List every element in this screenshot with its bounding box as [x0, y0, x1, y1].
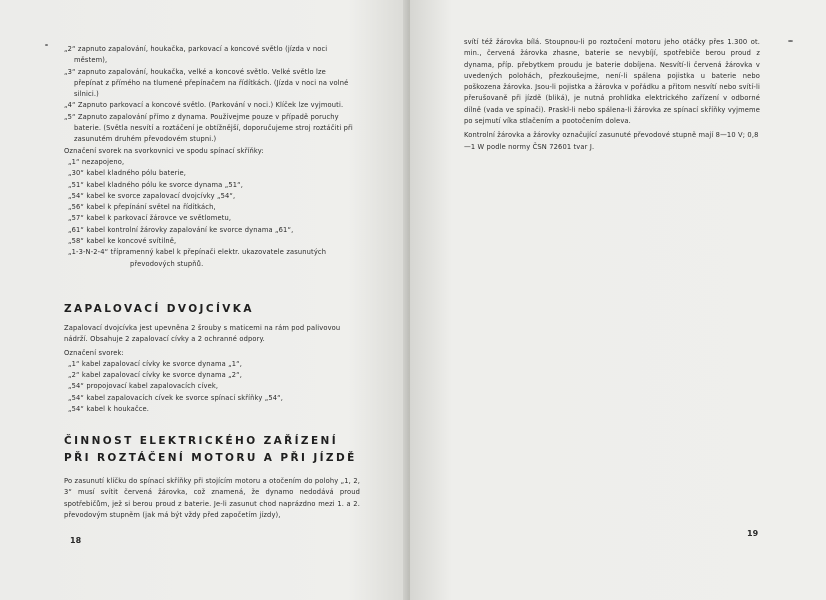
diagnostic-paragraph: svítí též žárovka bílá. Stoupnou-li po roztočení motoru jeho otáčky přes 1.300 ot. min., červená žárovka zhasne, baterie se nevybíjí, spotřebiče berou proud z dynama, příp. přebytkem proudu je baterie dobíjena. Nesvítí-li červená žárovka v uvedených polohách, přezkoušejme, není-li spálena pojistka u baterie nebo poškozena žárovka. Jsou-li pojistka a žárovka v pořádku a přitom nesvítí nebo svítí-li přerušovaně při jízdě (bliká), je nutná prohlídka elektrického zařízení v odborné dílně (vada ve spínači). Praskl-li nebo spálena-li žárovka ze spínací skříňky vyjmeme po sejmutí víka stlačením a pootočením doleva.	[464, 38, 760, 126]
terminal-list	[64, 157, 356, 270]
left-page-body	[64, 44, 356, 270]
page-number-left: 18	[70, 536, 82, 545]
coil-terminal-item: „54“ kabel zapalovacích cívek ke svorce spínací skříňky „54“,	[68, 393, 284, 402]
print-speck	[45, 44, 48, 46]
terminal-item: „51“ kabel kladného pólu ke svorce dynama „51“,	[68, 180, 244, 189]
left-page	[0, 0, 410, 600]
coil-terminal-list	[64, 359, 356, 415]
section-heading-ignition-coil: ZAPALOVACÍ DVOJCÍVKA	[64, 303, 254, 315]
list-item-position-4: „4“ Zapnuto parkovací a koncové světlo. (Parkování v noci.) Klíček lze vyjmouti.	[64, 101, 344, 110]
section-heading-function-line-1: ČINNOST ELEKTRICKÉHO ZAŘÍZENÍ	[64, 435, 339, 447]
list-item-position-3: „3“ zapnuto zapalování, houkačka, velké a koncové světlo. Velké světlo lze přepínat z přímého na tlumené přepínačem na řídítkách. (Jízda v noci na volné silnici.)	[64, 67, 349, 99]
terminal-item: „30“ kabel kladného pólu baterie,	[68, 169, 187, 178]
coil-terminal-item: „54“ kabel k houkačce.	[68, 405, 150, 414]
bulb-spec-paragraph: Kontrolní žárovka a žárovky označující zasunuté převodové stupně mají 8—10 V; 0,8—1 W podle normy ČSN 72601 tvar J.	[464, 131, 759, 151]
terminal-item: „57“ kabel k parkovací žárovce ve světlometu,	[68, 214, 232, 223]
terminal-item: „58“ kabel ke koncové svítilně,	[68, 237, 177, 246]
coil-terminal-item: „2“ kabel zapalovací cívky ke svorce dynama „2“,	[68, 371, 243, 380]
print-speck	[788, 40, 793, 42]
coil-terminals-intro: Označení svorek:	[64, 348, 124, 357]
coil-section	[64, 323, 356, 415]
section-heading-function-line-2: PŘI ROZTÁČENÍ MOTORU A PŘI JÍZDĚ	[64, 452, 357, 464]
terminal-item: „56“ kabel k přepínání světel na řídítkách,	[68, 203, 216, 212]
list-item-position-5: „5“ Zapnuto zapalování přímo z dynama. Používejme pouze v případě poruchy baterie. (Světla nesvítí a roztáčení je obtížnější, doporučujeme stroj roztáčiti při zasunutém druhém převodovém stupni.)	[64, 112, 353, 144]
coil-description: Zapalovací dvojcívka jest upevněna 2 šrouby s maticemi na rám pod palivovou nádrží. Obsahuje 2 zapalovací cívky a 2 ochranné odpory.	[64, 324, 341, 344]
terminal-item: „1-3-N-2-4“ třípramenný kabel k přepínači elektr. ukazovatele zasunutých převodových stupňů.	[68, 248, 327, 268]
terminal-item: „54“ kabel ke svorce zapalovací dvojcívky „54“,	[68, 191, 236, 200]
terminal-item: „61“ kabel kontrolní žárovky zapalování ke svorce dynama „61“,	[68, 225, 294, 234]
function-text: Po zasunutí klíčku do spínací skříňky při stojícím motoru a otočením do polohy „1, 2, 3“ musí svítit červená žárovka, což znamená, že dynamo nedodává proud spotřebičům, jež si berou proud z baterie. Je-li zasunut chod naprázdno mezi 1. a 2. převodovým stupněm (jak má být vždy před započetím jízdy),	[64, 477, 360, 519]
terminals-intro: Označení svorek na svorkovnici ve spodu spínací skříňky:	[64, 146, 264, 155]
coil-terminal-item: „1“ kabel zapalovací cívky ke svorce dynama „1“,	[68, 359, 243, 368]
list-item-position-2: „2“ zapnuto zapalování, houkačka, parkovací a koncové světlo (jízda v noci městem),	[64, 45, 328, 65]
terminal-item: „1“ nezapojeno,	[68, 157, 125, 166]
coil-terminal-item: „54“ propojovací kabel zapalovacích cívek,	[68, 382, 219, 391]
right-page-body	[464, 37, 760, 153]
right-page	[410, 0, 826, 600]
page-number-right: 19	[747, 529, 759, 538]
